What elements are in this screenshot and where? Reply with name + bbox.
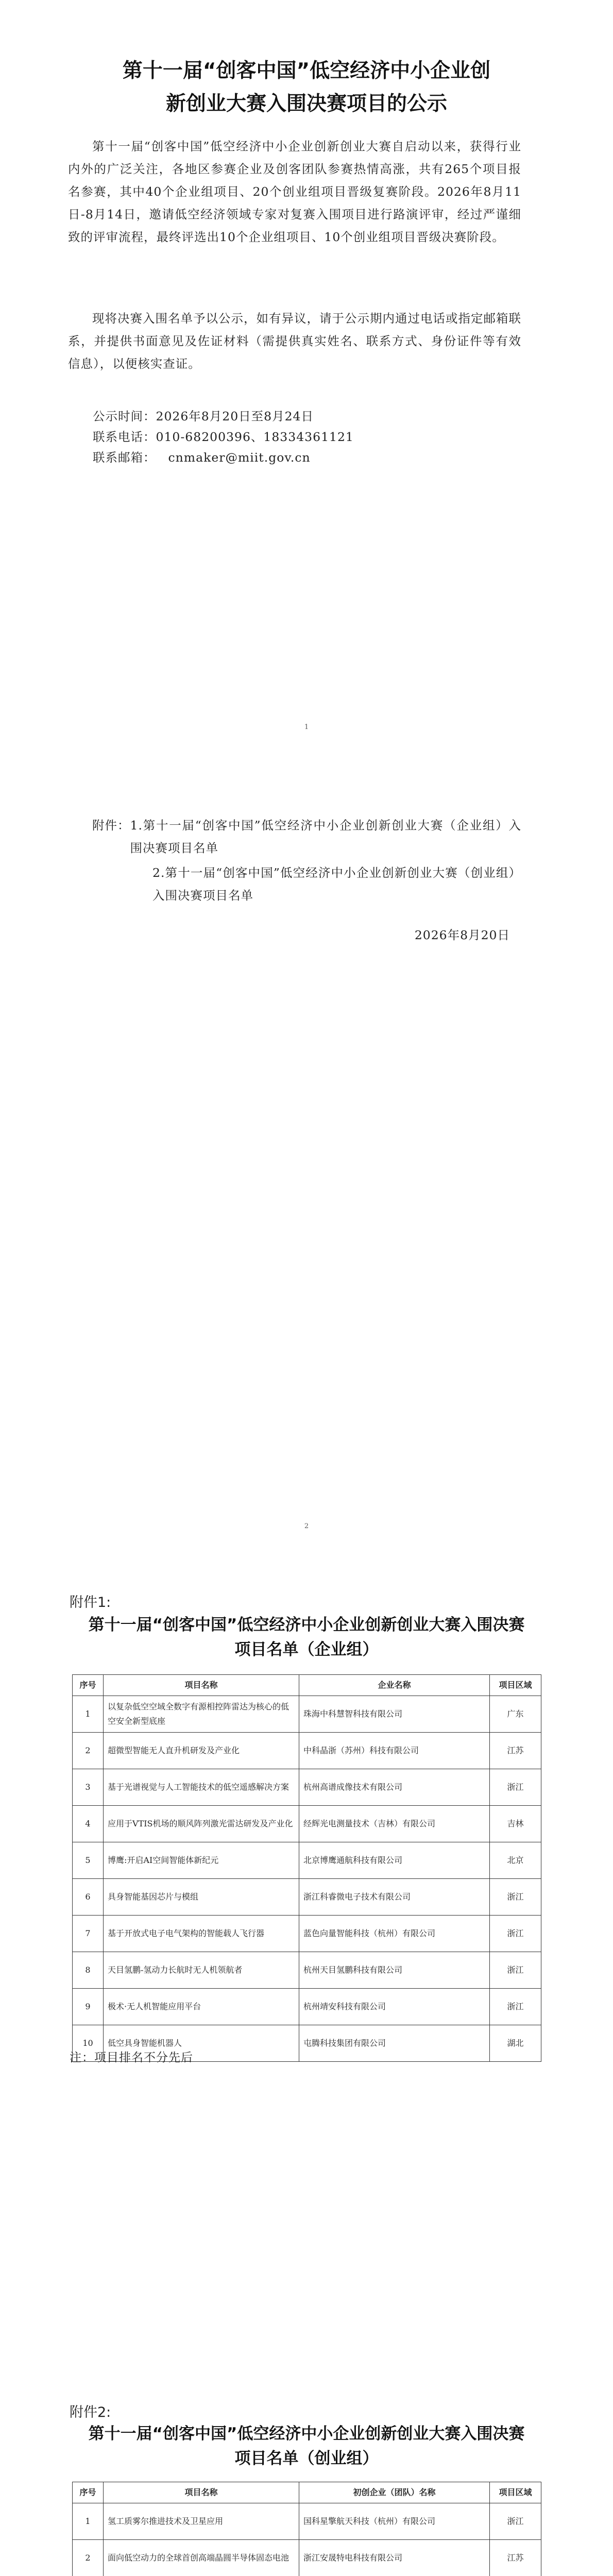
table-row (73, 2540, 541, 2576)
project-region-cell: 吉林 (490, 1806, 541, 1842)
row-index-cell: 8 (73, 1952, 104, 1989)
project-name-cell: 具身智能基因芯片与模组 (104, 1879, 299, 1916)
project-name-cell: 面向低空动力的全球首创高端晶圆半导体固态电池 (104, 2540, 299, 2576)
project-region-cell: 浙江 (490, 1916, 541, 1952)
annex1-title: 第十一届“创客中国”低空经济中小企业创新创业大赛入围决赛项目名单（企业组） (88, 1616, 525, 1659)
notice-title-line1: 第十一届“创客中国”低空经济中小企业创 (122, 59, 491, 82)
row-index-cell: 5 (73, 1842, 104, 1879)
table-header-cell: 项目区域 (490, 1675, 541, 1696)
row-index-cell: 3 (73, 1769, 104, 1806)
table-header-row (73, 2482, 541, 2503)
project-name-cell: 超微型智能无人直升机研发及产业化 (104, 1733, 299, 1769)
project-region-cell: 浙江 (490, 1769, 541, 1806)
attachment-1[interactable]: 1.第十一届“创客中国”低空经济中小企业创新创业大赛（企业组）入围决赛项目名单 (130, 818, 521, 855)
attachments-block (68, 814, 521, 907)
company-name-cell: 浙江科睿微电子技术有限公司 (299, 1879, 490, 1916)
notice-title (62, 55, 551, 121)
table-header-cell: 项目区域 (490, 2482, 541, 2503)
annex1-label: 附件1: (70, 1595, 111, 1611)
page-number-2: 2 (304, 1522, 309, 1530)
project-name-cell: 应用于VTIS机场的顺风阵列激光雷达研发及产业化 (104, 1806, 299, 1842)
table-header-cell: 项目名称 (104, 2482, 299, 2503)
contact-phone: 联系电话：010-68200396、18334361121 (93, 430, 354, 444)
project-name-cell: 基于光谱视觉与人工智能技术的低空遥感解决方案 (104, 1769, 299, 1806)
contact-email[interactable]: cnmaker@miit.gov.cn (168, 450, 311, 465)
annex2-title: 第十一届“创客中国”低空经济中小企业创新创业大赛入围决赛项目名单（创业组） (88, 2425, 525, 2468)
contact-block (93, 406, 525, 468)
company-name-cell: 杭州靖安科技有限公司 (299, 1989, 490, 2025)
project-region-cell: 浙江 (490, 1952, 541, 1989)
attachment-2[interactable]: 2.第十一届“创客中国”低空经济中小企业创新创业大赛（创业组）入围决赛项目名单 (152, 866, 521, 903)
company-name-cell: 经辉光电测量技术（吉林）有限公司 (299, 1806, 490, 1842)
row-index-cell: 9 (73, 1989, 104, 2025)
company-name-cell: 蓝色向量智能科技（杭州）有限公司 (299, 1916, 490, 1952)
table-row (73, 1806, 541, 1842)
row-index-cell: 7 (73, 1916, 104, 1952)
table-row (73, 1696, 541, 1733)
project-name-cell: 天目氢鹏-氢动力长航时无人机领航者 (104, 1952, 299, 1989)
annex2-table (72, 2482, 541, 2576)
project-name-cell: 基于开放式电子电气架构的智能载人飞行器 (104, 1916, 299, 1952)
attachments-label: 附件： (92, 818, 130, 833)
table-row (73, 1879, 541, 1916)
project-region-cell: 浙江 (490, 1879, 541, 1916)
table-row (73, 1842, 541, 1879)
table-header-cell: 初创企业（团队）名称 (299, 2482, 490, 2503)
project-name-cell: 博鹰:开启AI空间智能体新纪元 (104, 1842, 299, 1879)
row-index-cell: 6 (73, 1879, 104, 1916)
table-row (73, 1769, 541, 1806)
table-header-cell: 序号 (73, 1675, 104, 1696)
table-row (73, 1952, 541, 1989)
company-name-cell: 中科晶浙（苏州）科技有限公司 (299, 1733, 490, 1769)
annex1-table (72, 1674, 541, 2062)
issue-date: 2026年8月20日 (414, 928, 510, 942)
company-name-cell: 屯腾科技集团有限公司 (299, 2025, 490, 2062)
notice-paragraph-1: 第十一届“创客中国”低空经济中小企业创新创业大赛自启动以来，获得行业内外的广泛关注，各地区参赛企业及创客团队参赛热情高涨，共有265个项目报名参赛，其中40个企业组项目、20个创业组项目晋级复赛阶段。2026年8月11日-8月14日，邀请低空经济领域专家对复赛入围项目进行路演评审，经过严谨细致的评审流程，最终评选出10个企业组项目、10个创业组项目晋级决赛阶段。 (68, 139, 521, 244)
project-region-cell: 浙江 (490, 2503, 541, 2540)
table-row (73, 1916, 541, 1952)
table-header-cell: 企业名称 (299, 1675, 490, 1696)
company-name-cell: 浙江安晟特电科技有限公司 (299, 2540, 490, 2576)
attachment-2-row (68, 861, 521, 907)
attachment-1-row (68, 814, 521, 859)
company-name-cell: 珠海中科慧智科技有限公司 (299, 1696, 490, 1733)
company-name-cell: 杭州天目氢鹏科技有限公司 (299, 1952, 490, 1989)
row-index-cell: 4 (73, 1806, 104, 1842)
project-region-cell: 浙江 (490, 1989, 541, 2025)
project-name-cell: 低空具身智能机器人 (104, 2025, 299, 2062)
table-row (73, 1733, 541, 1769)
publicity-period: 公示时间：2026年8月20日至8月24日 (93, 409, 314, 423)
table-header-row (73, 1675, 541, 1696)
project-region-cell: 广东 (490, 1696, 541, 1733)
table-row (73, 1989, 541, 2025)
contact-email-label: 联系邮箱： (93, 450, 156, 465)
row-index-cell: 1 (73, 2503, 104, 2540)
table-header-cell: 项目名称 (104, 1675, 299, 1696)
project-region-cell: 湖北 (490, 2025, 541, 2062)
project-region-cell: 北京 (490, 1842, 541, 1879)
company-name-cell: 杭州高谱成像技术有限公司 (299, 1769, 490, 1806)
project-name-cell: 极术·无人机智能应用平台 (104, 1989, 299, 2025)
project-name-cell: 以复杂低空空域全数字有源相控阵雷达为核心的低空安全新型底座 (104, 1696, 299, 1733)
annex2-label: 附件2: (70, 2404, 111, 2420)
attachment-indent (68, 861, 152, 907)
row-index-cell: 10 (73, 2025, 104, 2062)
row-index-cell: 2 (73, 1733, 104, 1769)
contact-email-row (93, 447, 525, 468)
annex1-note: 注：项目排名不分先后 (70, 2051, 193, 2064)
company-name-cell: 北京博鹰通航科技有限公司 (299, 1842, 490, 1879)
table-row (73, 2503, 541, 2540)
notice-title-line2: 新创业大赛入围决赛项目的公示 (165, 92, 447, 115)
row-index-cell: 1 (73, 1696, 104, 1733)
page-number-1: 1 (304, 723, 309, 731)
notice-paragraph-2: 现将决赛入围名单予以公示，如有异议，请于公示期内通过电话或指定邮箱联系，并提供书面意见及佐证材料（需提供真实姓名、联系方式、身份证件等有效信息），以便核实查证。 (68, 311, 521, 371)
company-name-cell: 国科星擎航天科技（杭州）有限公司 (299, 2503, 490, 2540)
table-header-cell: 序号 (73, 2482, 104, 2503)
project-region-cell: 江苏 (490, 1733, 541, 1769)
project-name-cell: 氢工质雾尔推进技术及卫星应用 (104, 2503, 299, 2540)
project-region-cell: 江苏 (490, 2540, 541, 2576)
row-index-cell: 2 (73, 2540, 104, 2576)
